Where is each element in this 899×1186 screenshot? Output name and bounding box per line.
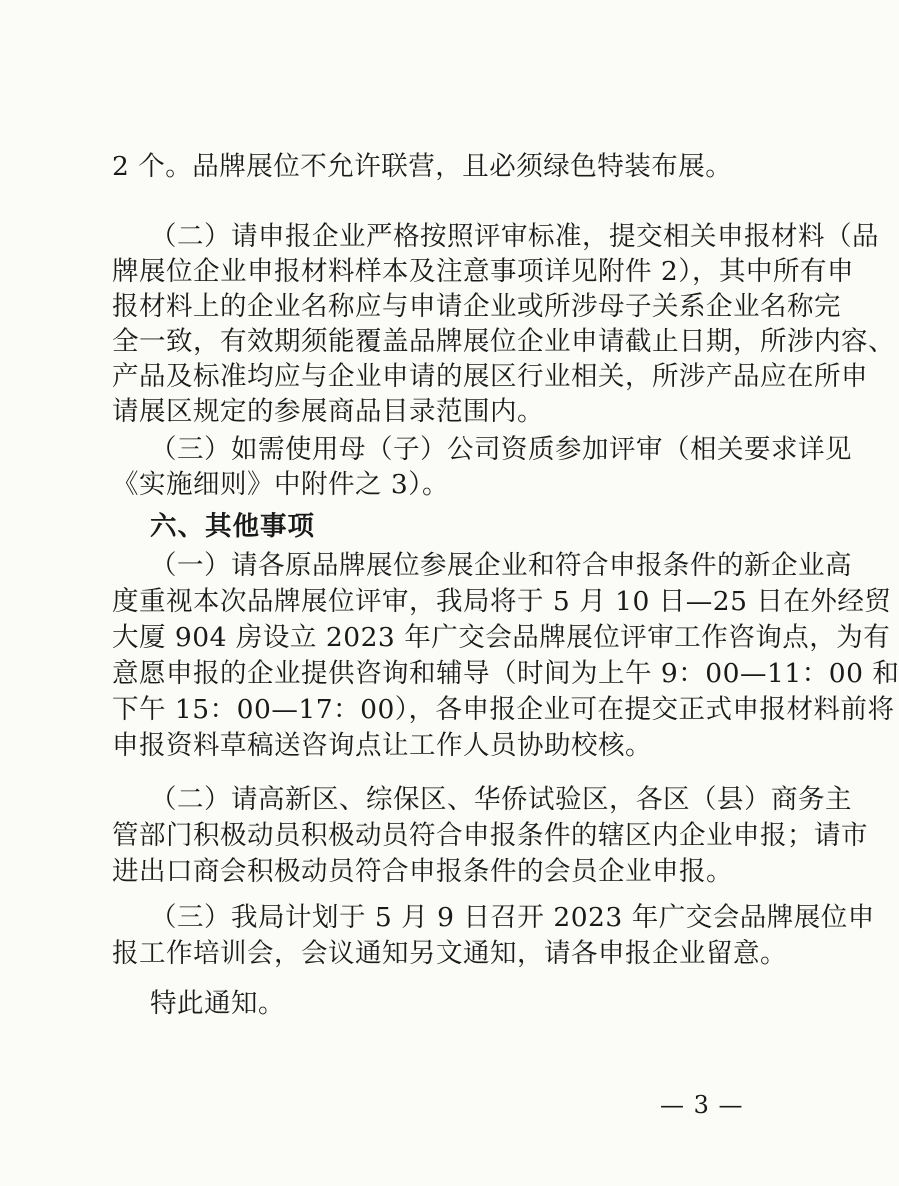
paragraph-line: 产品及标准均应与企业申请的展区行业相关，所涉产品应在所申 [112,361,868,392]
paragraph-line: （二）请高新区、综保区、华侨试验区，各区（县）商务主 [150,784,852,815]
paragraph-line: 《实施细则》中附件之 3）。 [112,469,450,500]
paragraph-line: 报材料上的企业名称应与申请企业或所涉母子关系企业名称完 [112,291,841,322]
paragraph-line: （三）如需使用母（子）公司资质参加评审（相关要求详见 [150,434,852,465]
paragraph-line: 全一致，有效期须能覆盖品牌展位企业申请截止日期，所涉内容、 [112,326,895,357]
paragraph-line: 管部门积极动员积极动员符合申报条件的辖区内企业申报；请市 [112,820,868,851]
closing-line: 特此通知。 [150,988,285,1019]
paragraph-line: 意愿申报的企业提供咨询和辅导（时间为上午 9：00—11：00 和 [112,658,899,689]
paragraph-line: 请展区规定的参展商品目录范围内。 [112,396,544,427]
paragraph-line: （一）请各原品牌展位参展企业和符合申报条件的新企业高 [150,550,852,581]
paragraph-line: 度重视本次品牌展位评审，我局将于 5 月 10 日—25 日在外经贸 [112,586,892,617]
paragraph-line: 2 个。品牌展位不允许联营，且必须绿色特装布展。 [112,151,733,182]
paragraph-line: 进出口商会积极动员符合申报条件的会员企业申报。 [112,856,733,887]
paragraph-line: 下午 15：00—17：00），各申报企业可在提交正式申报材料前将 [112,694,895,725]
page-number: — 3 — [660,1091,744,1119]
paragraph-line: 申报资料草稿送咨询点让工作人员协助校核。 [112,730,652,761]
paragraph-line: 牌展位企业申报材料样本及注意事项详见附件 2），其中所有申 [112,256,855,287]
paragraph-line: （二）请申报企业严格按照评审标准，提交相关申报材料（品 [150,221,879,252]
section-heading: 六、其他事项 [150,511,315,542]
paragraph-line: （三）我局计划于 5 月 9 日召开 2023 年广交会品牌展位申 [150,902,875,933]
paragraph-line: 报工作培训会，会议通知另文通知，请各申报企业留意。 [112,938,787,969]
paragraph-line: 大厦 904 房设立 2023 年广交会品牌展位评审工作咨询点，为有 [112,622,891,653]
